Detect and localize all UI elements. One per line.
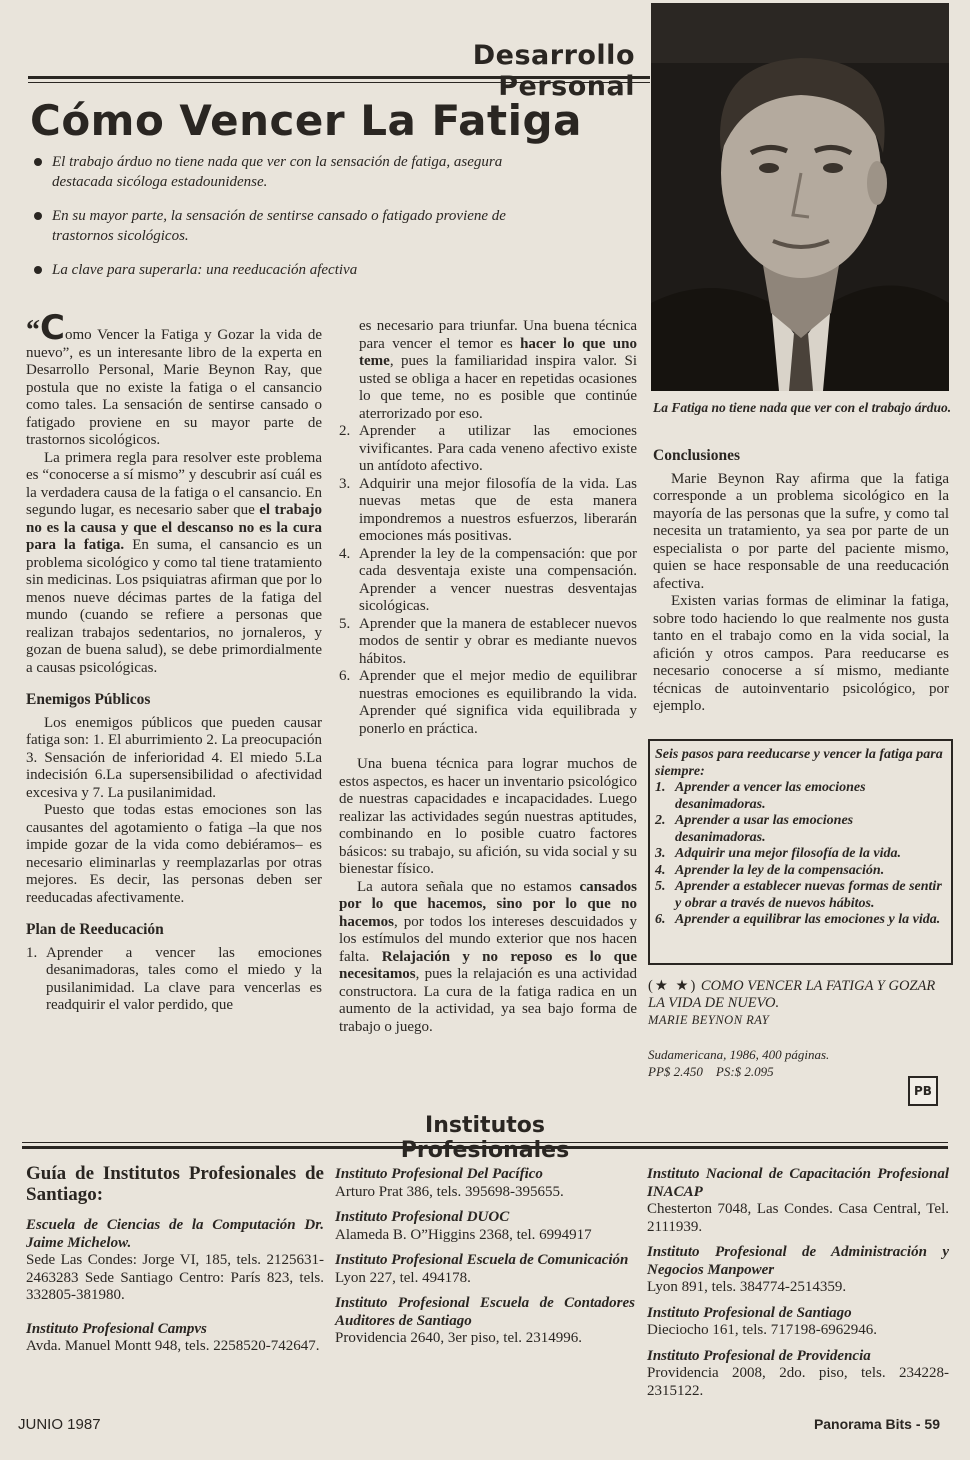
paragraph-text: es necesario para triunfar. Una buena técnica para vencer el temor es — [359, 318, 637, 352]
paragraph-text: , pues la relajación es una actividad constructora. La cura de la fatiga radica en un aumento de la actividad, ya sea bajo forma de trabajo o juego. — [339, 966, 637, 1035]
step-text: Aprender a equilibrar las emociones y la vida. — [675, 912, 941, 927]
step-number: 6. — [655, 912, 666, 927]
pb-badge: PB — [908, 1076, 938, 1106]
institutes-column-3 — [647, 1166, 949, 1408]
summary-bullet: En su mayor parte, la sensación de sentirse cansado o fatigado proviene de trastornos sicológicos. — [34, 206, 534, 246]
section-title: Desarrollo Personal — [472, 40, 635, 102]
paragraph: Existen varias formas de eliminar la fatiga, sobre todo haciendo lo que realmente nos gusta tanto en el trabajo como en la vida social, la afición y otros campos. Para reeducarse es necesario conocerse a sí mismo, mediante técnicas de autoinventario psicológico, por ejemplo. — [653, 593, 949, 714]
drop-cap: C — [40, 308, 65, 348]
institutes-column-2 — [335, 1166, 635, 1356]
photo-caption: La Fatiga no tiene nada que ver con el trabajo árduo. — [653, 400, 952, 415]
article-headline: Cómo Vencer La Fatiga — [30, 96, 582, 145]
plan-item-number: 4. — [339, 545, 351, 562]
institute-entry — [647, 1166, 949, 1236]
institute-name: Instituto Profesional de Providencia — [647, 1347, 871, 1364]
institute-entry — [647, 1348, 949, 1401]
emphasis-text: hacer lo que uno teme — [359, 335, 637, 369]
plan-item-text: Aprender a utilizar las emociones vivificantes. Para cada veneno afectivo existe un antídoto afectivo. — [359, 423, 637, 474]
plan-item-text: Adquirir una mejor filosofía de la vida. Las nuevas metas que de esta manera impondremos a nuestros esfuerzos, liberarán emociones más positivas. — [359, 475, 637, 544]
institute-details: Alameda B. O”Higgins 2368, tel. 6994917 — [335, 1226, 592, 1243]
plan-list — [26, 945, 322, 1015]
book-price: PP$ 2.450 PS:$ 2.095 — [648, 1064, 774, 1079]
plan-item-text: Aprender la ley de la compensación: que por cada desventaja existe una compensación. Aprender a vencer nuestras desventajas sicológicas. — [359, 545, 637, 614]
step-number: 2. — [655, 813, 666, 828]
plan-item — [339, 423, 637, 476]
plan-item-number: 2. — [339, 423, 351, 439]
institute-name: Instituto Profesional Escuela de Contadores Auditores de Santiago — [335, 1295, 635, 1329]
step-text: Aprender la ley de la compensación. — [675, 862, 885, 878]
institutes-column-1 — [26, 1163, 324, 1364]
portrait-photo — [651, 3, 949, 391]
institute-entry — [335, 1209, 635, 1244]
footer-page-number: Panorama Bits - 59 — [813, 1416, 940, 1432]
plan-item-text: Aprender que la manera de establecer nuevos modos de sentir y obrar es mediante nuevos hábitos. — [359, 615, 637, 667]
portrait-illustration — [651, 3, 949, 391]
institute-entry — [335, 1166, 635, 1201]
plan-item — [339, 476, 637, 546]
institutes-section-title: Institutos Profesionales — [400, 1113, 570, 1163]
intro-text: omo Vencer la Fatiga y Gozar la vida de nuevo”, es un interesante libro de la experta en Desarrollo Personal, Marie Beynon Ray, que postula que no existe la fatiga o el cansancio como tales. La sensación de sentirse cansado o fatigado proviene en su mayor parte de trastornos sicológicos. — [26, 327, 322, 448]
summary-bullet: El trabajo árduo no tiene nada que ver con la sensación de fatiga, asegura destacada sicóloga estadounidense. — [34, 152, 534, 192]
book-publisher: Sudamericana, 1986, 400 páginas. — [648, 1047, 830, 1062]
institutes-rule-thin — [22, 1142, 948, 1143]
article-column-3 — [653, 447, 949, 716]
subheading-plan: Plan de Reeducación — [26, 921, 164, 938]
plan-item-number: 6. — [339, 668, 351, 684]
plan-item — [339, 616, 637, 669]
step-item — [655, 780, 946, 813]
institute-entry — [335, 1252, 635, 1287]
step-text: Adquirir una mejor filosofía de la vida. — [675, 846, 901, 861]
institute-details: Lyon 227, tel. 494178. — [335, 1269, 471, 1286]
paragraph — [339, 318, 637, 423]
paragraph-text: , pues la familiaridad inspira valor. Si usted se obliga a hacer en repetidas ocasiones lo que teme, no es posible que continúe aterrorizado por eso. — [359, 353, 637, 422]
institute-details: Providencia 2008, 2do. piso, tels. 234228-2315122. — [647, 1365, 949, 1399]
institute-details: Avda. Manuel Montt 948, tels. 2258520-742647. — [26, 1338, 320, 1354]
institute-name: Instituto Profesional Campvs — [26, 1320, 207, 1337]
rating-stars: (★ ★) — [648, 978, 698, 994]
institute-name: Instituto Profesional Escuela de Comunicación — [335, 1252, 629, 1268]
book-title-line — [648, 978, 948, 1012]
plan-item — [339, 546, 637, 616]
plan-item-number: 1. — [26, 944, 38, 961]
institute-details: Chesterton 7048, Las Condes. Casa Central, Tel. 2111939. — [647, 1201, 949, 1235]
institute-entry — [26, 1321, 324, 1356]
six-steps-box — [648, 739, 953, 965]
book-title: COMO VENCER LA FATIGA Y GOZAR LA VIDA DE NUEVO. — [648, 978, 936, 1011]
step-item — [655, 912, 946, 929]
paragraph — [339, 879, 637, 1037]
step-number: 4. — [655, 862, 666, 878]
institute-details: Dieciocho 161, tels. 717198-6962946. — [647, 1322, 877, 1338]
institute-name: Instituto Profesional DUOC — [335, 1209, 510, 1225]
institute-details: Arturo Prat 386, tels. 395698-395655. — [335, 1183, 564, 1200]
summary-bullet: La clave para superarla: una reeducación afectiva — [34, 260, 534, 280]
step-item — [655, 813, 946, 846]
steps-list — [655, 780, 946, 929]
emphasis-text: Relajación y no reposo es lo que necesitamos — [339, 948, 637, 982]
institute-name: Instituto Profesional de Administración y Negocios Manpower — [647, 1244, 949, 1278]
plan-item-number: 5. — [339, 615, 351, 632]
footer-date: JUNIO 1987 — [18, 1416, 101, 1433]
paragraph — [26, 450, 322, 678]
subheading-enemigos: Enemigos Públicos — [26, 691, 151, 708]
institute-details: Lyon 891, tels. 384774-2514359. — [647, 1279, 847, 1295]
paragraph-text: La autora señala que no estamos — [357, 878, 580, 895]
summary-bullets — [34, 152, 534, 294]
opening-quote: “ — [26, 315, 40, 346]
step-text: Aprender a vencer las emociones desanimadoras. — [675, 780, 866, 812]
box-title: Seis pasos para reeducarse y vencer la fatiga para siempre: — [655, 747, 943, 779]
plan-item-text: Aprender a vencer las emociones desanimadoras, tales como el miedo y la pusilanimidad. La clave para vencerlas es readquirir el valor perdido, que — [46, 944, 322, 1013]
institute-name: Escuela de Ciencias de la Computación Dr. Jaime Michelow. — [26, 1217, 324, 1251]
paragraph-text: En suma, el cansancio es un problema sicológico y como tal tiene tratamiento sin medicinas. Los psiquiatras afirman que por lo menos nueve décimas partes de la fatiga del mundo (cuando se refiere a personas que realizan trabajos sedentarios, no jornaleros, y gozan de buena salud), se debe primordialmente a causas psicológicas. — [26, 537, 323, 676]
institute-name: Instituto Profesional de Santiago — [647, 1304, 852, 1321]
book-author: MARIE BEYNON RAY — [648, 1013, 770, 1027]
book-info — [648, 978, 948, 1080]
plan-item-text: Aprender que el mejor medio de equilibrar nuestras emociones es equilibrando la vida. Aprender qué significa vida equilibrada y ponerlo en práctica. — [359, 668, 637, 737]
intro-paragraph — [26, 308, 322, 450]
paragraph-text: , por todos los intereses descuidados y los estímulos del mundo exterior que nos hacen falta. — [339, 913, 637, 965]
step-number: 1. — [655, 780, 666, 795]
step-item — [655, 879, 946, 912]
step-text: Aprender a usar las emociones desanimadoras. — [675, 813, 854, 845]
step-number: 3. — [655, 846, 666, 861]
institute-entry — [647, 1244, 949, 1297]
plan-item — [26, 945, 322, 1015]
step-number: 5. — [655, 879, 666, 894]
plan-list — [339, 423, 637, 738]
institutes-rule — [22, 1146, 948, 1149]
step-text: Aprender a establecer nuevas formas de sentir y obrar a través de nuevos hábitos. — [675, 879, 942, 911]
article-column-1 — [26, 308, 323, 1015]
header-rule-thin — [28, 82, 650, 83]
institute-entry — [335, 1295, 635, 1348]
institute-entry — [647, 1305, 949, 1340]
paragraph-text: La primera regla para resolver este problema es “conocerse a sí mismo” y descubrir así cuál es la verdadera causa de la fatiga o el cansancio. En segundo lugar, es necesario saber que — [26, 449, 322, 518]
plan-item-number: 3. — [339, 475, 351, 492]
article-column-2 — [339, 318, 637, 1036]
plan-item — [339, 668, 637, 738]
subheading-conclusiones: Conclusiones — [653, 447, 740, 464]
step-item — [655, 846, 946, 863]
paragraph: Los enemigos públicos que pueden causar fatiga son: 1. El aburrimiento 2. La preocupación 3. Sensación de inferioridad 4. El miedo 5.La indecisión 6.La supersensibilidad o afectividad excesiva y 7. La pusilanimidad. — [26, 714, 322, 801]
guide-title: Guía de Institutos Profesionales de Santiago: — [26, 1163, 324, 1205]
institute-name: Instituto Nacional de Capacitación Profesional INACAP — [647, 1166, 949, 1200]
paragraph: Puesto que todas estas emociones son las causantes del agotamiento o fatiga –la que nos impide gozar de la vida como debiéramos– es necesario eliminarlas y reemplazarlas por otras mejores. Es decir, las personas deben ser reeducadas afectivamente. — [26, 802, 322, 906]
step-item — [655, 863, 946, 880]
institute-details: Sede Las Condes: Jorge VI, 185, tels. 2125631- 2463283 Sede Santiago Centro: París 823, tels. 332805-381980. — [26, 1252, 324, 1303]
institute-entry — [26, 1217, 324, 1305]
paragraph: Una buena técnica para lograr muchos de estos aspectos, es hacer un inventario psicológico de nuestras capacidades e incapacidades. Luego realizar las actividades según nuestras aptitudes, combinando en lo posible cuatro factores básicos: su trabajo, su afición, su vida social y su bienestar físico. — [339, 756, 637, 877]
institute-details: Providencia 2640, 3er piso, tel. 2314996. — [335, 1330, 583, 1346]
paragraph: Marie Beynon Ray afirma que la fatiga corresponde a un problema sicológico en la mayoría de las personas que la sufre, y como tal necesita un tratamiento, ya sea por parte de un especialista o por parte del paciente mismo, quien se hace responsable de una reeducación afectiva. — [653, 470, 949, 592]
emphasis-text: cansados por lo que hacemos, sino por lo que no hacemos — [339, 878, 637, 930]
emphasis-text: el trabajo no es la causa y que el descanso no es la cura para la fatiga. — [26, 502, 322, 553]
header-rule — [28, 76, 650, 79]
institute-name: Instituto Profesional Del Pacífico — [335, 1166, 543, 1182]
